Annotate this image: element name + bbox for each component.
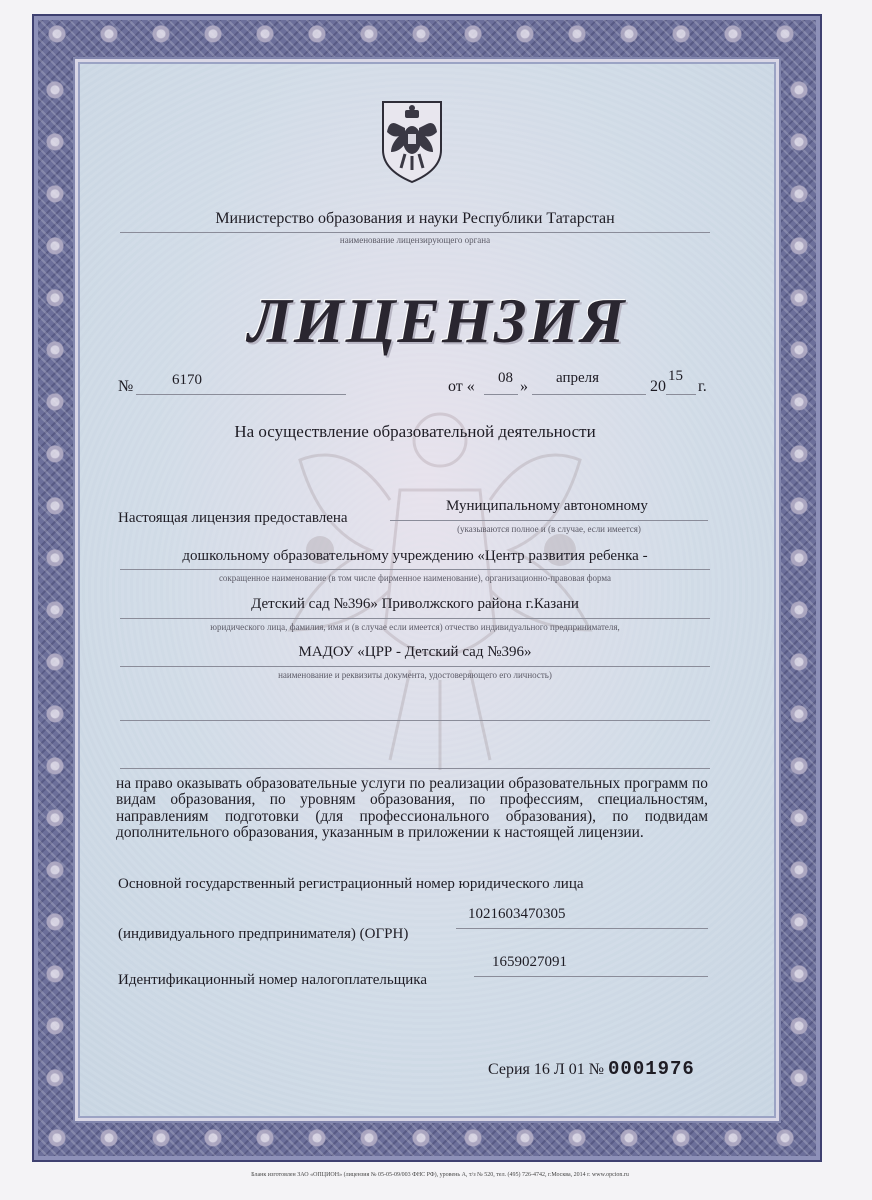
license-number: 6170	[172, 372, 202, 388]
ministry-name: Министерство образования и науки Республики Татарстан	[215, 210, 615, 227]
series-number-label: №	[588, 1061, 605, 1078]
series-value: 16 Л 01	[533, 1061, 585, 1078]
document-title: ЛИЦЕНЗИЯ	[248, 285, 627, 356]
ministry-hint: наименование лицензирующего органа	[339, 235, 491, 245]
date-from-label: от «	[448, 378, 475, 395]
printer-footer: Бланк изготовлен ЗАО «ОПЦИОН» (лицензия № 05-05-09/003 ФНС РФ), уровень А, т/з № 520, тел. (495) 726-4742, г.Москва, 2014 г. www.opcion.ru	[251, 1172, 629, 1178]
date-year-prefix: 20	[650, 378, 666, 395]
granted-label: Настоящая лицензия предоставлена	[118, 510, 348, 526]
rights-text: на право оказывать образовательные услуги по реализации образовательных программ по видам образования, по уровням образования, по профессиям, специальностям, направлениям подготовки (для профессионального образования), по подвидам дополнительного образования, указанным в приложении к настоящей лицензии.	[116, 775, 708, 842]
holder-line-2: дошкольному образовательному учреждению «Центр развития ребенка -	[182, 548, 648, 564]
holder-hint-1: (указываются полное и (в случае, если имеется)	[457, 524, 641, 534]
holder-hint-4: наименование и реквизиты документа, удостоверяющего его личность)	[278, 670, 552, 680]
ogrn-value: 1021603470305	[468, 906, 566, 922]
holder-line-4: МАДОУ «ЦРР - Детский сад №396»	[298, 644, 532, 660]
series-block	[488, 1058, 695, 1080]
number-label: №	[118, 378, 134, 395]
holder-hint-3: юридического лица, фамилия, имя и (в случае если имеется) отчество индивидуального предпринимателя,	[210, 622, 620, 632]
holder-line-3: Детский сад №396» Приволжского района г.Казани	[251, 596, 579, 612]
series-label: Серия	[488, 1061, 530, 1078]
coat-of-arms-icon	[377, 98, 447, 184]
date-year-end: г.	[698, 378, 707, 395]
holder-line-1: Муниципальному автономному	[446, 498, 648, 514]
ogrn-label-2: (индивидуального предпринимателя) (ОГРН)	[118, 926, 409, 942]
date-year-suffix: 15	[668, 368, 683, 384]
ogrn-label-1: Основной государственный регистрационный номер юридического лица	[118, 876, 584, 892]
date-day: 08	[498, 370, 513, 386]
series-number: 0001976	[608, 1058, 695, 1080]
inn-label: Идентификационный номер налогоплательщика	[118, 972, 428, 988]
holder-hint-2: сокращенное наименование (в том числе фирменное наименование), организационно-правовая форма	[218, 573, 612, 583]
date-month: апреля	[556, 370, 600, 386]
date-close-quote: »	[520, 378, 528, 395]
license-purpose: На осуществление образовательной деятельности	[234, 422, 596, 441]
inn-value: 1659027091	[492, 954, 567, 970]
